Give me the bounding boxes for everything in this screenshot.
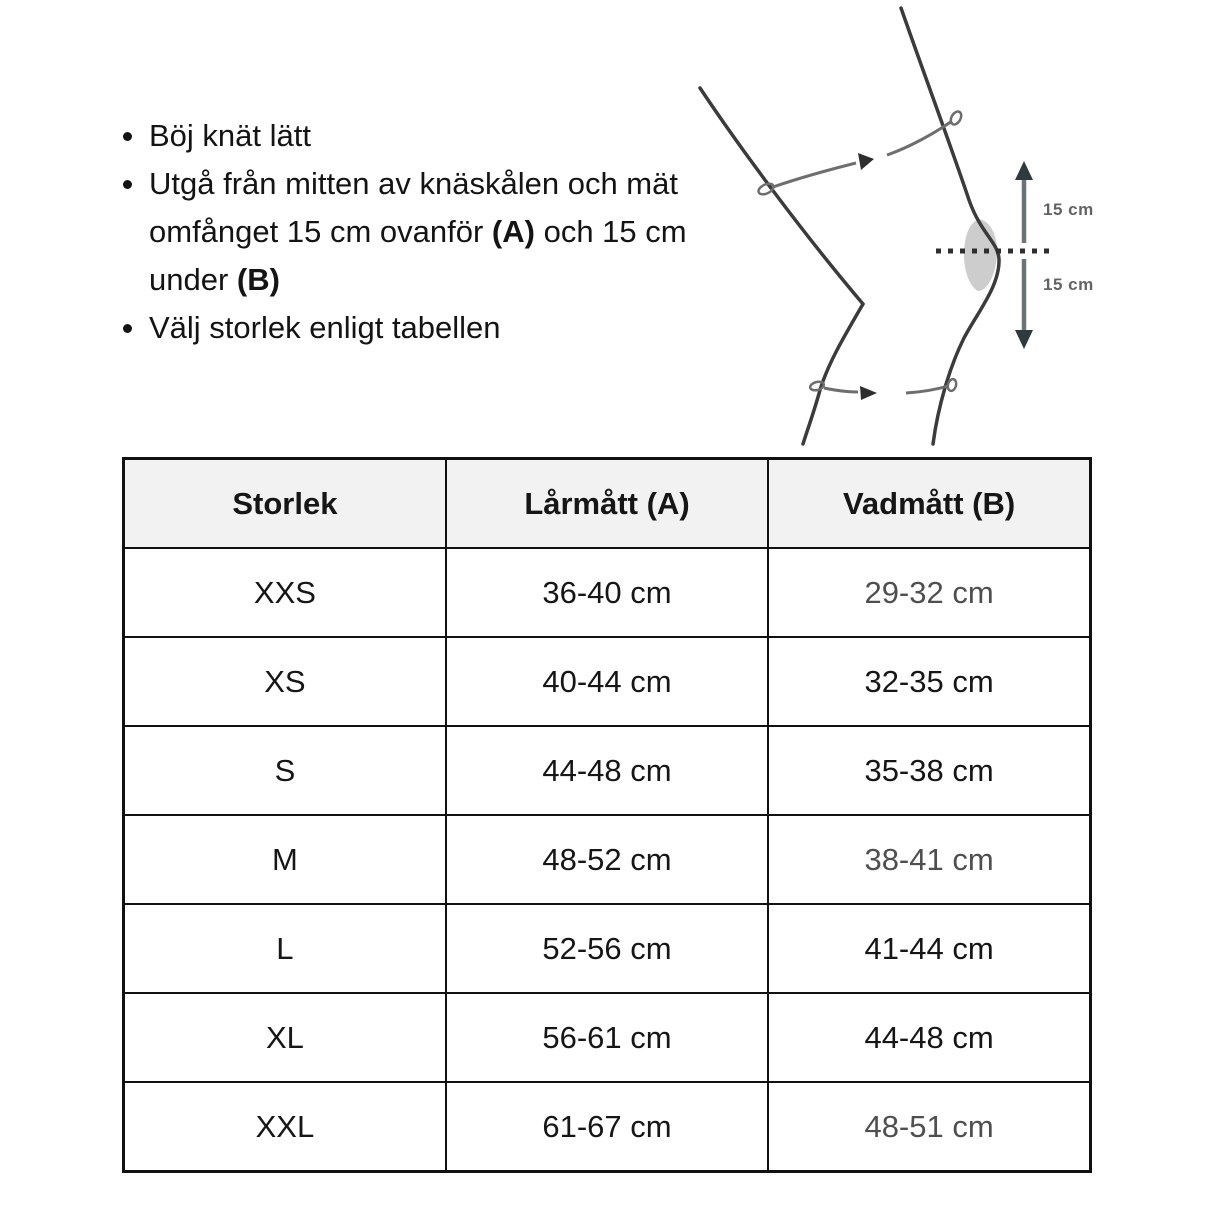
thigh-cell: 52-56 cm <box>446 904 768 993</box>
size-cell: XL <box>124 993 446 1082</box>
calf-cell: 41-44 cm <box>768 904 1090 993</box>
table-row <box>124 1082 1091 1172</box>
instruction-text: Böj knät lätt <box>149 118 311 153</box>
table-header-row <box>124 459 1091 549</box>
calf-tape-line <box>824 388 858 392</box>
calf-cell: 35-38 cm <box>768 726 1090 815</box>
measure-label-below-knee: 15 cm <box>1043 275 1094 294</box>
thigh-cell: 61-67 cm <box>446 1082 768 1172</box>
calf-cell: 44-48 cm <box>768 993 1090 1082</box>
size-cell: S <box>124 726 446 815</box>
size-cell: XXS <box>124 548 446 637</box>
arrow-down-icon <box>1015 330 1033 349</box>
size-cell: L <box>124 904 446 993</box>
table-row <box>124 726 1091 815</box>
instruction-text: och 15 cm under <box>149 214 687 297</box>
knee-measurement-diagram <box>680 0 1140 450</box>
instruction-text: Välj storlek enligt tabellen <box>149 310 501 345</box>
header-calf-measure: Vadmått (B) <box>768 459 1090 549</box>
instruction-item-measure <box>121 160 743 304</box>
instruction-list <box>121 112 743 352</box>
thigh-tape-left-loop <box>757 182 775 197</box>
header-size: Storlek <box>124 459 446 549</box>
arrow-up-icon <box>1015 161 1033 180</box>
calf-cell: 38-41 cm <box>768 815 1090 904</box>
size-cell: XXL <box>124 1082 446 1172</box>
size-cell: M <box>124 815 446 904</box>
thigh-cell: 56-61 cm <box>446 993 768 1082</box>
calf-tape-arrow-icon <box>860 386 877 400</box>
thigh-tape-line <box>773 163 856 187</box>
size-chart-table <box>122 457 1092 1173</box>
instruction-item-bend-knee <box>121 112 743 160</box>
thigh-tape-line-end <box>887 121 952 155</box>
calf-tape-left-loop <box>809 380 825 391</box>
calf-cell: 32-35 cm <box>768 637 1090 726</box>
thigh-tape-arrow-icon <box>858 153 874 170</box>
calf-cell: 29-32 cm <box>768 548 1090 637</box>
calf-cell: 48-51 cm <box>768 1082 1090 1172</box>
thigh-tape-right-loop <box>949 110 964 127</box>
size-cell: XS <box>124 637 446 726</box>
calf-tape-line-end <box>906 386 948 393</box>
table-row <box>124 904 1091 993</box>
instruction-text: Utgå från mitten av knäskålen och mät omfånget 15 cm ovanför <box>149 166 678 249</box>
header-thigh-measure: Lårmått (A) <box>446 459 768 549</box>
thigh-cell: 48-52 cm <box>446 815 768 904</box>
table-row <box>124 637 1091 726</box>
measure-label-above-knee: 15 cm <box>1043 200 1094 219</box>
thigh-cell: 36-40 cm <box>446 548 768 637</box>
measurement-ref-a: (A) <box>491 214 535 249</box>
thigh-cell: 40-44 cm <box>446 637 768 726</box>
table-row <box>124 548 1091 637</box>
table-row <box>124 993 1091 1082</box>
measurement-ref-b: (B) <box>236 262 280 297</box>
kneecap-shape <box>964 219 997 291</box>
table-row <box>124 815 1091 904</box>
instruction-item-choose-size <box>121 304 743 352</box>
thigh-cell: 44-48 cm <box>446 726 768 815</box>
